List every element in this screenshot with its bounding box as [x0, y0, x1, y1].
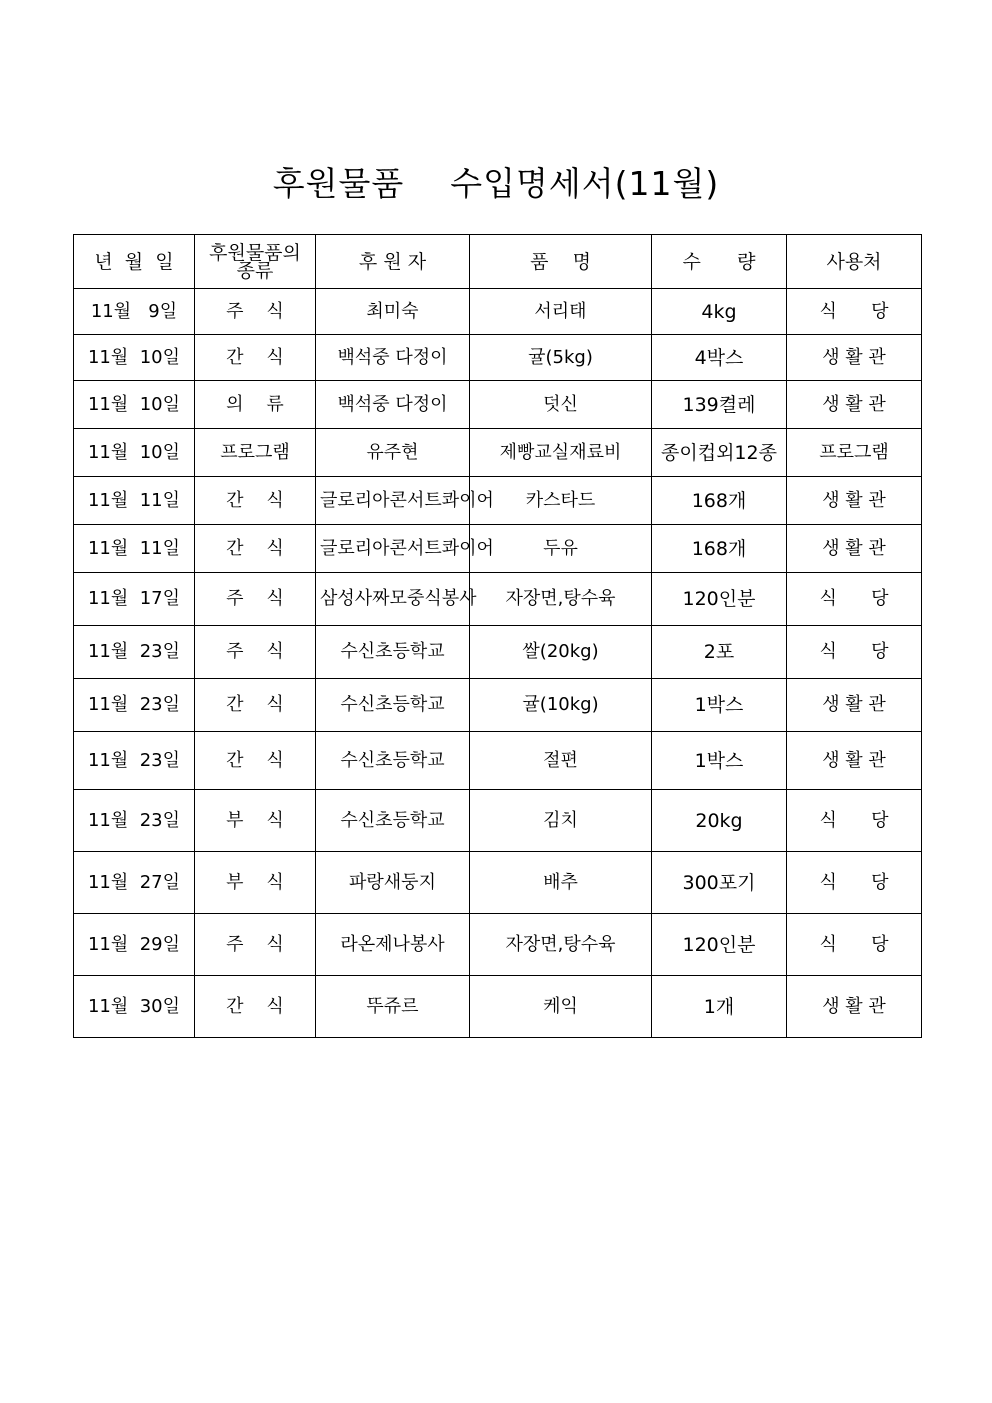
header-item: 품 명: [470, 235, 652, 289]
row-type: 프로그램: [195, 429, 316, 477]
row-usage: 생 활 관: [787, 525, 922, 573]
row-item: 귤(5kg): [470, 335, 652, 381]
row-donor: 수신초등학교: [316, 626, 470, 679]
table-row: [74, 289, 922, 335]
document-title: 후원물품 수입명세서(11월): [272, 164, 720, 203]
row-date: 11월 23일: [74, 626, 195, 679]
row-type: 주 식: [195, 914, 316, 976]
row-date: 11월 27일: [74, 852, 195, 914]
table-row: [74, 732, 922, 790]
row-donor: 수신초등학교: [316, 790, 470, 852]
table-row: [74, 914, 922, 976]
table-row: [74, 573, 922, 626]
header-date: 년 월 일: [74, 235, 195, 289]
row-usage: 생 활 관: [787, 732, 922, 790]
row-quantity: 120인분: [652, 914, 787, 976]
row-type: 간 식: [195, 477, 316, 525]
row-type: 의 류: [195, 381, 316, 429]
row-type: 간 식: [195, 335, 316, 381]
row-date: 11월 23일: [74, 679, 195, 732]
row-donor: 백석중 다정이: [316, 381, 470, 429]
header-quantity: 수 량: [652, 235, 787, 289]
row-date: 11월 23일: [74, 790, 195, 852]
row-donor: 파랑새둥지: [316, 852, 470, 914]
row-donor: 글로리아콘서트콰이어: [316, 477, 470, 525]
table-row: [74, 335, 922, 381]
row-usage: 식 당: [787, 790, 922, 852]
row-type: 간 식: [195, 679, 316, 732]
row-type: 주 식: [195, 626, 316, 679]
row-date: 11월 10일: [74, 429, 195, 477]
row-item: 서리태: [470, 289, 652, 335]
row-item: 쌀(20kg): [470, 626, 652, 679]
row-usage: 식 당: [787, 914, 922, 976]
row-quantity: 120인분: [652, 573, 787, 626]
row-date: 11월 23일: [74, 732, 195, 790]
row-date: 11월 11일: [74, 525, 195, 573]
table-row: [74, 477, 922, 525]
row-date: 11월 11일: [74, 477, 195, 525]
row-quantity: 종이컵외12종: [652, 429, 787, 477]
row-date: 11월 29일: [74, 914, 195, 976]
header-donor: 후 원 자: [316, 235, 470, 289]
row-usage: 생 활 관: [787, 477, 922, 525]
row-donor: 유주현: [316, 429, 470, 477]
table-row: [74, 790, 922, 852]
row-usage: 프로그램: [787, 429, 922, 477]
row-quantity: 139켤레: [652, 381, 787, 429]
row-donor: 라온제나봉사: [316, 914, 470, 976]
row-usage: 생 활 관: [787, 679, 922, 732]
row-date: 11월 10일: [74, 381, 195, 429]
row-item: 케익: [470, 976, 652, 1038]
row-usage: 식 당: [787, 626, 922, 679]
row-item: 절편: [470, 732, 652, 790]
row-type: 간 식: [195, 732, 316, 790]
row-quantity: 1박스: [652, 679, 787, 732]
row-item: 김치: [470, 790, 652, 852]
row-item: 덧신: [470, 381, 652, 429]
row-item: 제빵교실재료비: [470, 429, 652, 477]
header-type: 후원물품의 종류: [195, 235, 316, 289]
row-item: 두유: [470, 525, 652, 573]
row-date: 11월 9일: [74, 289, 195, 335]
row-date: 11월 17일: [74, 573, 195, 626]
table-row: [74, 525, 922, 573]
table-header-row: [74, 235, 922, 289]
row-usage: 생 활 관: [787, 381, 922, 429]
row-quantity: 2포: [652, 626, 787, 679]
row-usage: 식 당: [787, 852, 922, 914]
row-item: 배추: [470, 852, 652, 914]
table-row: [74, 626, 922, 679]
row-usage: 식 당: [787, 573, 922, 626]
row-type: 주 식: [195, 573, 316, 626]
row-donor: 글로리아콘서트콰이어: [316, 525, 470, 573]
row-item: 자장면,탕수육: [470, 914, 652, 976]
row-donor: 삼성사짜모중식봉사: [316, 573, 470, 626]
row-donor: 뚜쥬르: [316, 976, 470, 1038]
table-row: [74, 679, 922, 732]
table-row: [74, 852, 922, 914]
row-usage: 식 당: [787, 289, 922, 335]
row-quantity: 1박스: [652, 732, 787, 790]
row-quantity: 4박스: [652, 335, 787, 381]
row-quantity: 20kg: [652, 790, 787, 852]
row-usage: 생 활 관: [787, 976, 922, 1038]
donation-receipt-table: [73, 234, 922, 1038]
row-donor: 수신초등학교: [316, 732, 470, 790]
row-quantity: 168개: [652, 477, 787, 525]
row-donor: 백석중 다정이: [316, 335, 470, 381]
row-quantity: 4kg: [652, 289, 787, 335]
row-usage: 생 활 관: [787, 335, 922, 381]
row-date: 11월 30일: [74, 976, 195, 1038]
row-type: 간 식: [195, 525, 316, 573]
row-type: 주 식: [195, 289, 316, 335]
row-item: 카스타드: [470, 477, 652, 525]
row-donor: 최미숙: [316, 289, 470, 335]
table-row: [74, 976, 922, 1038]
table-row: [74, 381, 922, 429]
table-row: [74, 429, 922, 477]
row-type: 부 식: [195, 790, 316, 852]
row-date: 11월 10일: [74, 335, 195, 381]
row-quantity: 168개: [652, 525, 787, 573]
row-type: 부 식: [195, 852, 316, 914]
row-quantity: 300포기: [652, 852, 787, 914]
row-type: 간 식: [195, 976, 316, 1038]
header-usage: 사용처: [787, 235, 922, 289]
row-item: 귤(10kg): [470, 679, 652, 732]
row-item: 자장면,탕수육: [470, 573, 652, 626]
row-donor: 수신초등학교: [316, 679, 470, 732]
row-quantity: 1개: [652, 976, 787, 1038]
